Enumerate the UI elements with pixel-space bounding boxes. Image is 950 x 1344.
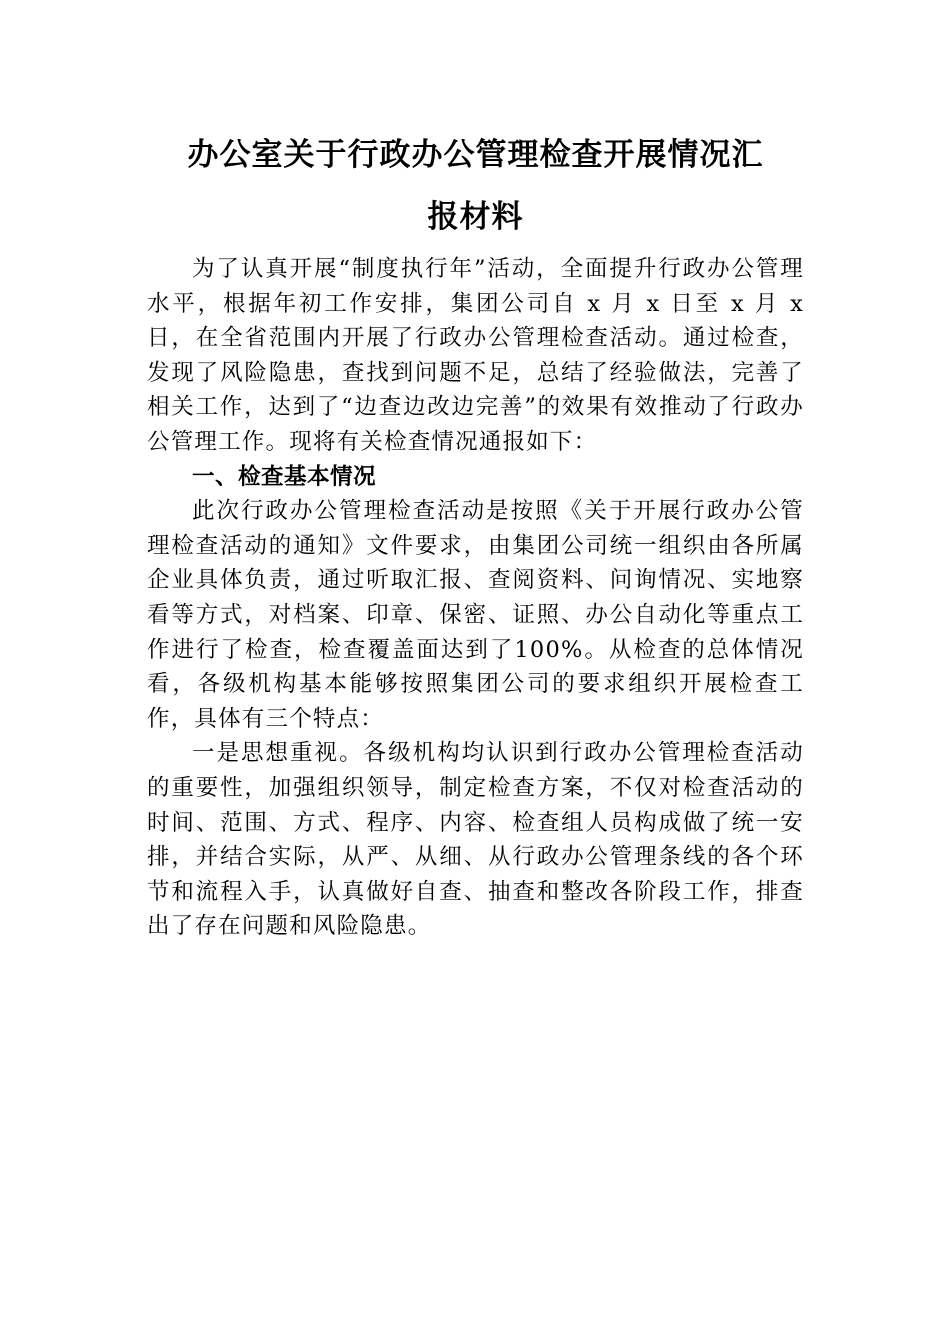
title-line-2: 报材料 — [427, 199, 524, 235]
document-page — [147, 124, 804, 944]
title-line-1: 办公室关于行政办公管理检查开展情况汇 — [187, 137, 764, 173]
section1-paragraph-1: 此次行政办公管理检查活动是按照《关于开展行政办公管理检查活动的通知》文件要求，由集团公司统一组织由各所属企业具体负责，通过听取汇报、查阅资料、问询情况、实地察看等方式，对档案、印章、保密、证照、办公自动化等重点工作进行了检查，检查覆盖面达到了100%。从检查的总体情况看，各级机构基本能够按照集团公司的要求组织开展检查工作，具体有三个特点： — [147, 498, 804, 732]
section1-paragraph-2: 一是思想重视。各级机构均认识到行政办公管理检查活动的重要性，加强组织领导，制定检查方案，不仅对检查活动的时间、范围、方式、程序、内容、检查组人员构成做了统一安排，并结合实际，从严、从细、从行政办公管理条线的各个环节和流程入手，认真做好自查、抽查和整改各阶段工作，排查出了存在问题和风险隐患。 — [147, 740, 804, 940]
intro-paragraph: 为了认真开展“制度执行年”活动，全面提升行政办公管理水平，根据年初工作安排，集团公司自 x 月 x 日至 x 月 x 日，在全省范围内开展了行政办公管理检查活动。通过检查，发现了风险隐患，查找到问题不足，总结了经验做法，完善了相关工作，达到了“边查边改边完善”的效果有效推动了行政办公管理工作。现将有关检查情况通报如下： — [147, 256, 804, 455]
section-heading-1: 一、检查基本情况 — [192, 463, 377, 490]
document-title — [147, 124, 804, 248]
